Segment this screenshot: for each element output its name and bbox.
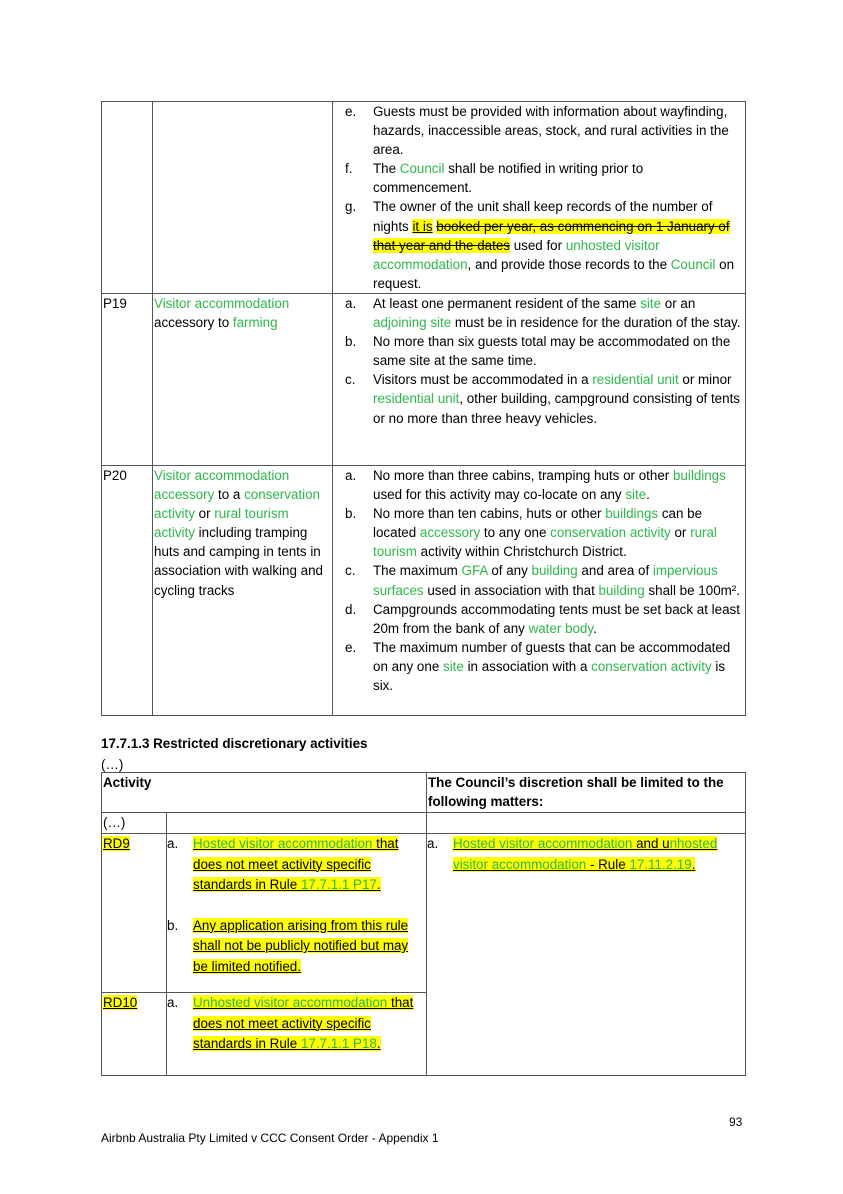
list-item bbox=[333, 561, 743, 599]
defined-term-link[interactable]: Hosted visitor accommodation bbox=[453, 836, 633, 851]
discretion-cell bbox=[427, 834, 746, 1076]
section-heading: 17.7.1.3 Restricted discretionary activities bbox=[101, 736, 368, 751]
list-item bbox=[333, 638, 743, 695]
header-activity: Activity bbox=[102, 773, 427, 813]
list-item bbox=[167, 916, 426, 978]
defined-term-link[interactable]: GFA bbox=[461, 563, 488, 579]
item-text: or bbox=[670, 525, 691, 541]
rule-code-cell: P20 bbox=[102, 466, 153, 716]
restricted-discretionary-table bbox=[101, 772, 746, 1076]
defined-term-link[interactable]: adjoining site bbox=[373, 315, 452, 331]
defined-term-link[interactable]: rural tourism activity bbox=[154, 506, 289, 541]
list-item bbox=[333, 600, 743, 638]
rule-code: RD9 bbox=[103, 836, 130, 851]
list-item bbox=[333, 332, 743, 370]
rule-code-cell bbox=[102, 993, 167, 1076]
defined-term-link[interactable]: accessory bbox=[154, 487, 215, 503]
item-text: activity within Christchurch District. bbox=[416, 544, 627, 560]
defined-term-link[interactable]: Unhosted visitor accommodation bbox=[193, 995, 388, 1010]
activity-text: including tramping huts and camping in tents in association with walking and cycling tracks bbox=[154, 525, 323, 598]
item-text: and area of bbox=[577, 563, 653, 579]
empty-cell bbox=[167, 813, 427, 834]
ellipsis-text: (…) bbox=[101, 757, 124, 772]
item-text: shall be notified in writing prior to commencement. bbox=[373, 161, 644, 196]
list-item bbox=[427, 834, 745, 875]
item-text: . bbox=[593, 620, 597, 636]
item-text: Campgrounds accommodating tents must be set back at least 20m from the bank of any bbox=[373, 601, 740, 636]
standards-list bbox=[333, 466, 743, 695]
item-text: The maximum number of guests that can be accommodated on any one bbox=[373, 639, 731, 674]
item-text: - Rule bbox=[586, 856, 630, 872]
defined-term-link[interactable]: Visitor accommodation bbox=[154, 468, 290, 483]
defined-term-link[interactable]: building bbox=[531, 563, 578, 579]
item-marker: c. bbox=[345, 563, 356, 579]
ellipsis-cell: (…) bbox=[102, 813, 167, 834]
item-marker: b. bbox=[167, 917, 179, 933]
list-item bbox=[333, 102, 743, 159]
rule-code-cell bbox=[102, 102, 153, 294]
deleted-text: booked per year, as commencing on 1 January of that year and the dates bbox=[373, 218, 730, 253]
item-text: . bbox=[376, 1036, 381, 1051]
rule-reference-link[interactable]: 17.7.1.1 P18 bbox=[300, 1036, 377, 1051]
item-text: At least one permanent resident of the same bbox=[373, 296, 641, 311]
standards-list bbox=[333, 294, 743, 428]
page-number: 93 bbox=[729, 1115, 743, 1129]
rule-code-cell: P19 bbox=[102, 294, 153, 466]
item-text: Any application arising from this rule shall not be publicly notified but may be limited notified. bbox=[193, 917, 409, 974]
item-text: in association with a bbox=[463, 658, 592, 674]
rule-code: RD10 bbox=[103, 995, 138, 1010]
defined-term-link[interactable]: water body bbox=[528, 620, 594, 636]
defined-term-link[interactable]: rural tourism bbox=[373, 525, 717, 560]
table-row bbox=[102, 102, 746, 294]
item-text: that does not meet activity specific standards in Rule bbox=[193, 836, 399, 892]
defined-term-link[interactable]: Hosted visitor accommodation bbox=[193, 836, 373, 851]
table-row bbox=[102, 834, 746, 993]
item-text: The owner of the unit shall keep records of the number of nights bbox=[373, 199, 713, 234]
item-text: to any one bbox=[480, 525, 551, 541]
item-text: that does not meet activity specific standards in Rule bbox=[193, 995, 414, 1051]
item-text: The bbox=[373, 161, 400, 177]
defined-term-link[interactable]: site bbox=[443, 658, 464, 674]
item-text: No more than three cabins, tramping huts or other bbox=[373, 468, 673, 483]
item-marker: b. bbox=[345, 506, 357, 522]
list-item bbox=[333, 294, 743, 332]
activity-cell bbox=[167, 834, 427, 993]
defined-term-link[interactable]: buildings bbox=[605, 506, 659, 522]
item-marker: a. bbox=[167, 836, 179, 851]
item-marker: e. bbox=[345, 639, 357, 655]
defined-term-link[interactable]: accessory bbox=[419, 525, 481, 541]
standards-cell bbox=[333, 466, 746, 716]
item-marker: a. bbox=[167, 995, 179, 1010]
activity-cell bbox=[153, 466, 333, 716]
activity-text: to a bbox=[214, 487, 245, 503]
item-text: used in association with that bbox=[423, 582, 599, 598]
list-item bbox=[333, 197, 743, 292]
inserted-text: it is bbox=[412, 218, 433, 234]
defined-term-link[interactable]: farming bbox=[232, 315, 278, 331]
item-marker: b. bbox=[345, 334, 357, 350]
rule-reference-link[interactable]: 17.11.2.19 bbox=[629, 856, 692, 872]
item-text: is six. bbox=[373, 658, 726, 694]
standards-cell bbox=[333, 294, 746, 466]
defined-term-link[interactable]: residential unit bbox=[373, 391, 460, 407]
item-text: used for this activity may co-locate on any bbox=[373, 487, 626, 503]
defined-term-link[interactable]: Visitor accommodation bbox=[154, 296, 290, 311]
standards-list bbox=[333, 102, 743, 293]
item-text: or an bbox=[661, 296, 696, 311]
activity-list bbox=[167, 834, 426, 977]
item-text: can be located bbox=[373, 506, 703, 541]
activity-list bbox=[167, 993, 426, 1055]
item-text: , other building, campground consisting of tents or no more than three heavy vehicles. bbox=[373, 391, 740, 426]
item-text: used for bbox=[509, 237, 566, 253]
item-text: . bbox=[376, 877, 381, 892]
list-item bbox=[333, 159, 743, 197]
defined-term-link[interactable]: Council bbox=[399, 161, 445, 177]
defined-term-link[interactable]: site bbox=[640, 296, 662, 311]
defined-term-link[interactable]: site bbox=[625, 487, 647, 503]
item-text: of any bbox=[487, 563, 532, 579]
permitted-activities-table bbox=[101, 101, 746, 716]
item-marker: a. bbox=[427, 836, 439, 851]
activity-text: or bbox=[194, 506, 215, 522]
item-text: Visitors must be accommodated in a bbox=[373, 372, 593, 388]
item-marker: f. bbox=[345, 161, 353, 177]
defined-term-link[interactable]: residential unit bbox=[592, 372, 679, 388]
header-discretion: The Council’s discretion shall be limited to the following matters: bbox=[427, 773, 746, 813]
item-marker: a. bbox=[345, 296, 357, 311]
item-text: No more than six guests total may be accommodated on the same site at the same time. bbox=[373, 334, 731, 369]
activity-text: accessory to bbox=[154, 315, 233, 331]
item-text: The maximum bbox=[373, 563, 462, 579]
activity-cell bbox=[153, 294, 333, 466]
item-text: shall be 100m². bbox=[644, 582, 740, 598]
defined-term-link[interactable]: building bbox=[598, 582, 645, 598]
item-text: . bbox=[691, 856, 696, 872]
defined-term-link[interactable]: Council bbox=[670, 256, 716, 272]
item-text: , and provide those records to the bbox=[467, 256, 671, 272]
list-item bbox=[333, 370, 743, 427]
standards-cell bbox=[333, 102, 746, 294]
list-item bbox=[167, 993, 426, 1055]
item-text: and u bbox=[632, 836, 670, 851]
footer-text: Airbnb Australia Pty Limited v CCC Consent Order - Appendix 1 bbox=[101, 1131, 439, 1145]
defined-term-link[interactable]: buildings bbox=[672, 468, 726, 483]
empty-cell bbox=[427, 813, 746, 834]
rule-reference-link[interactable]: 17.7.1.1 P17 bbox=[300, 877, 377, 892]
item-marker: c. bbox=[345, 372, 356, 388]
item-text: No more than ten cabins, huts or other bbox=[373, 506, 606, 522]
table-row bbox=[102, 466, 746, 716]
table-header-row bbox=[102, 773, 746, 813]
item-marker: a. bbox=[345, 468, 357, 483]
rule-code-cell bbox=[102, 834, 167, 993]
item-text: must be in residence for the duration of the stay. bbox=[451, 315, 741, 331]
discretion-list bbox=[427, 834, 745, 875]
item-text: on request. bbox=[373, 256, 735, 291]
defined-term-link[interactable]: impervious surfaces bbox=[373, 563, 718, 598]
defined-term-link[interactable]: conservation activity bbox=[154, 487, 320, 522]
list-item bbox=[333, 466, 743, 504]
activity-cell bbox=[153, 102, 333, 294]
table-row bbox=[102, 294, 746, 466]
defined-term-link[interactable]: conservation activity bbox=[591, 658, 712, 674]
list-item bbox=[333, 504, 743, 561]
defined-term-link[interactable]: nhosted visitor accommodation bbox=[453, 836, 718, 872]
item-marker: e. bbox=[345, 104, 357, 119]
item-text: . bbox=[646, 487, 650, 503]
item-text: or minor bbox=[678, 372, 732, 388]
item-marker: d. bbox=[345, 601, 357, 617]
defined-term-link[interactable]: conservation activity bbox=[550, 525, 671, 541]
item-marker: g. bbox=[345, 199, 357, 215]
table-row bbox=[102, 813, 746, 834]
list-item bbox=[167, 834, 426, 896]
defined-term-link[interactable]: unhosted visitor accommodation bbox=[373, 237, 660, 272]
item-text: Guests must be provided with information about wayfinding, hazards, inaccessible areas, stock, and rural activities in the area. bbox=[373, 104, 729, 158]
activity-cell bbox=[167, 993, 427, 1076]
